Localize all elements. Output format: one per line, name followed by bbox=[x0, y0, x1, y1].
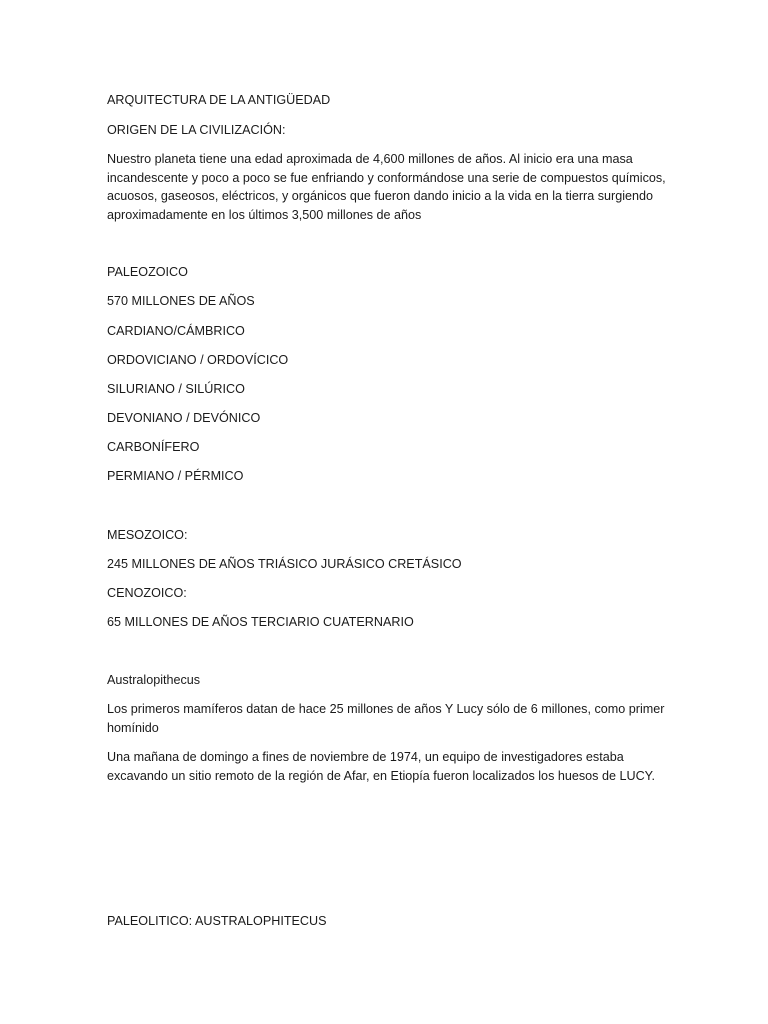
australopithecus-paragraph-2: Una mañana de domingo a fines de noviembre de 1974, un equipo de investigadores estaba excavando un sitio remoto de la región de Afar, en Etiopía fueron localizados los huesos de LUCY. bbox=[107, 750, 655, 783]
cenozoic-heading: CENOZOICO: bbox=[107, 586, 187, 600]
paleozoic-period: DEVONIANO / DEVÓNICO bbox=[107, 411, 261, 425]
document-title: ARQUITECTURA DE LA ANTIGÜEDAD bbox=[107, 93, 331, 107]
paleozoic-period: PERMIANO / PÉRMICO bbox=[107, 469, 244, 483]
australopithecus-heading: Australopithecus bbox=[107, 673, 201, 687]
mesozoic-heading: MESOZOICO: bbox=[107, 528, 188, 542]
mesozoic-details: 245 MILLONES DE AÑOS TRIÁSICO JURÁSICO CRETÁSICO bbox=[107, 557, 462, 571]
intro-paragraph: Nuestro planeta tiene una edad aproximada de 4,600 millones de años. Al inicio era una masa incandescente y poco a poco se fue enfriando y conformándose una serie de compuestos químicos, acuosos, gaseosos, eléctricos, y orgánicos que fueron dando inicio a la vida en la tierra surgiendo aproximadamente en los últimos 3,500 millones de años bbox=[107, 152, 666, 222]
paleolithic-heading: PALEOLITICO: AUSTRALOPHITECUS bbox=[107, 914, 327, 928]
paleozoic-period: CARDIANO/CÁMBRICO bbox=[107, 324, 245, 338]
origin-heading: ORIGEN DE LA CIVILIZACIÓN: bbox=[107, 123, 286, 137]
cenozoic-details: 65 MILLONES DE AÑOS TERCIARIO CUATERNARIO bbox=[107, 615, 414, 629]
australopithecus-paragraph-1: Los primeros mamíferos datan de hace 25 millones de años Y Lucy sólo de 6 millones, como primer homínido bbox=[107, 702, 665, 735]
paleozoic-period: CARBONÍFERO bbox=[107, 440, 200, 454]
paleozoic-age: 570 MILLONES DE AÑOS bbox=[107, 294, 255, 308]
paleozoic-heading: PALEOZOICO bbox=[107, 265, 188, 279]
paleozoic-period: SILURIANO / SILÚRICO bbox=[107, 382, 245, 396]
paleozoic-period: ORDOVICIANO / ORDOVÍCICO bbox=[107, 353, 289, 367]
